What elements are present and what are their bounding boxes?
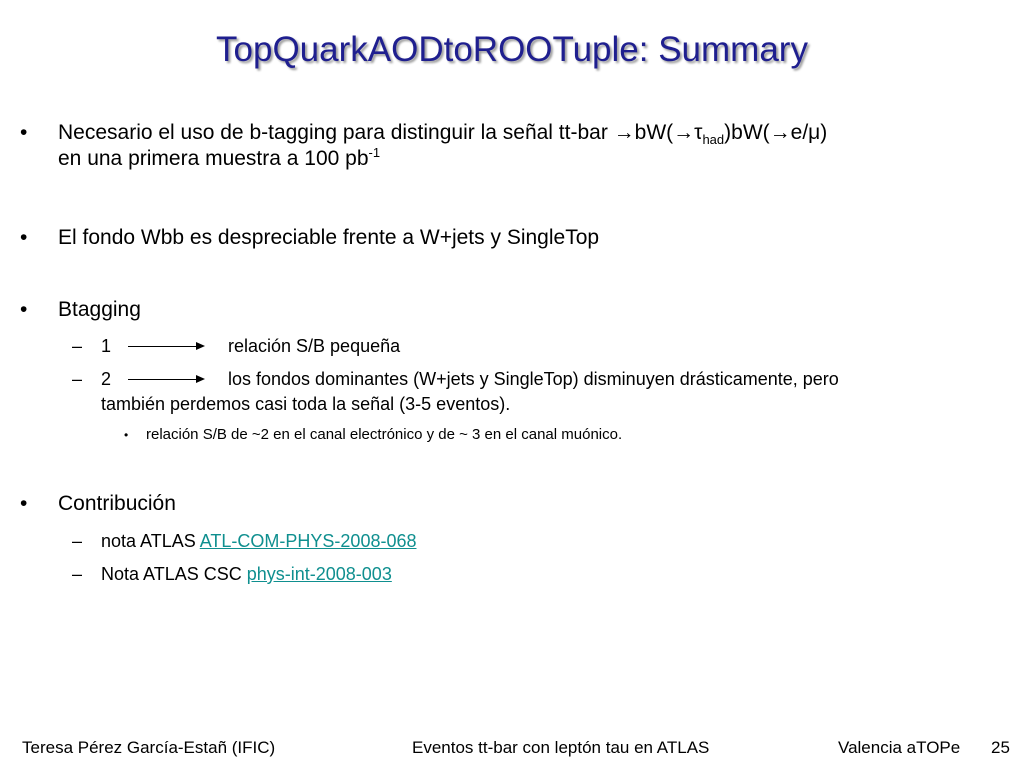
atl-com-phys-link[interactable]: ATL-COM-PHYS-2008-068 bbox=[199, 531, 417, 551]
option-text-continued: también perdemos casi toda la señal (3-5 eventos). bbox=[101, 394, 511, 414]
bullet-line-2: en una primera muestra a 100 $pb^{-1}$ bbox=[58, 145, 381, 170]
dash-marker: – bbox=[72, 369, 83, 389]
option-number: 2 bbox=[101, 369, 112, 389]
dash-marker: – bbox=[72, 564, 83, 584]
arrow-head-icon bbox=[196, 342, 205, 350]
slide-title: TopQuarkAODtoROOTuple: Summary bbox=[216, 30, 808, 69]
footer-talk-title: Eventos tt-bar con leptón tau en ATLAS bbox=[412, 738, 710, 757]
note-prefix: nota ATLAS bbox=[101, 531, 200, 551]
bullet-marker: • bbox=[20, 492, 28, 515]
bullet-line-1: Necesario el uso de b-tagging para distinguir la señal $tt-bar \to bW(\to\tau_{had})bW(\to e/\mu)$ bbox=[58, 121, 828, 148]
page-number: 25 bbox=[991, 738, 1010, 757]
arrow-icon: → bbox=[613, 121, 635, 144]
dash-marker: – bbox=[72, 531, 83, 551]
note-prefix: Nota ATLAS CSC bbox=[101, 564, 247, 584]
bullet-marker: • bbox=[20, 298, 28, 321]
bullet-text: El fondo Wbb es despreciable frente a W+jets y SingleTop bbox=[58, 226, 600, 249]
bullet-marker: • bbox=[20, 121, 28, 144]
arrow-icon: → bbox=[673, 121, 695, 144]
bullet-text bbox=[58, 120, 1008, 172]
option-number: 1 bbox=[101, 336, 112, 356]
bullet-marker: • bbox=[20, 226, 28, 249]
note-text: relación S/B de ~2 en el canal electrónico y de ~ 3 en el canal muónico. bbox=[146, 426, 623, 443]
option-text: los fondos dominantes (W+jets y SingleTop) disminuyen drásticamente, pero bbox=[228, 369, 839, 389]
phys-int-link[interactable]: phys-int-2008-003 bbox=[246, 564, 392, 584]
footer-author: Teresa Pérez García-Estañ (IFIC) bbox=[22, 738, 276, 757]
arrow-icon: → bbox=[769, 121, 791, 144]
dash-marker: – bbox=[72, 336, 83, 356]
long-arrow-icon bbox=[128, 379, 198, 380]
option-text: relación S/B pequeña bbox=[228, 336, 401, 356]
arrow-head-icon bbox=[196, 375, 205, 383]
bullet-text: Contribución bbox=[58, 492, 176, 515]
bullet-text: Btagging bbox=[58, 298, 141, 321]
long-arrow-icon bbox=[128, 346, 198, 347]
bullet-marker: • bbox=[124, 428, 129, 442]
footer-event: Valencia aTOPe bbox=[838, 738, 961, 757]
